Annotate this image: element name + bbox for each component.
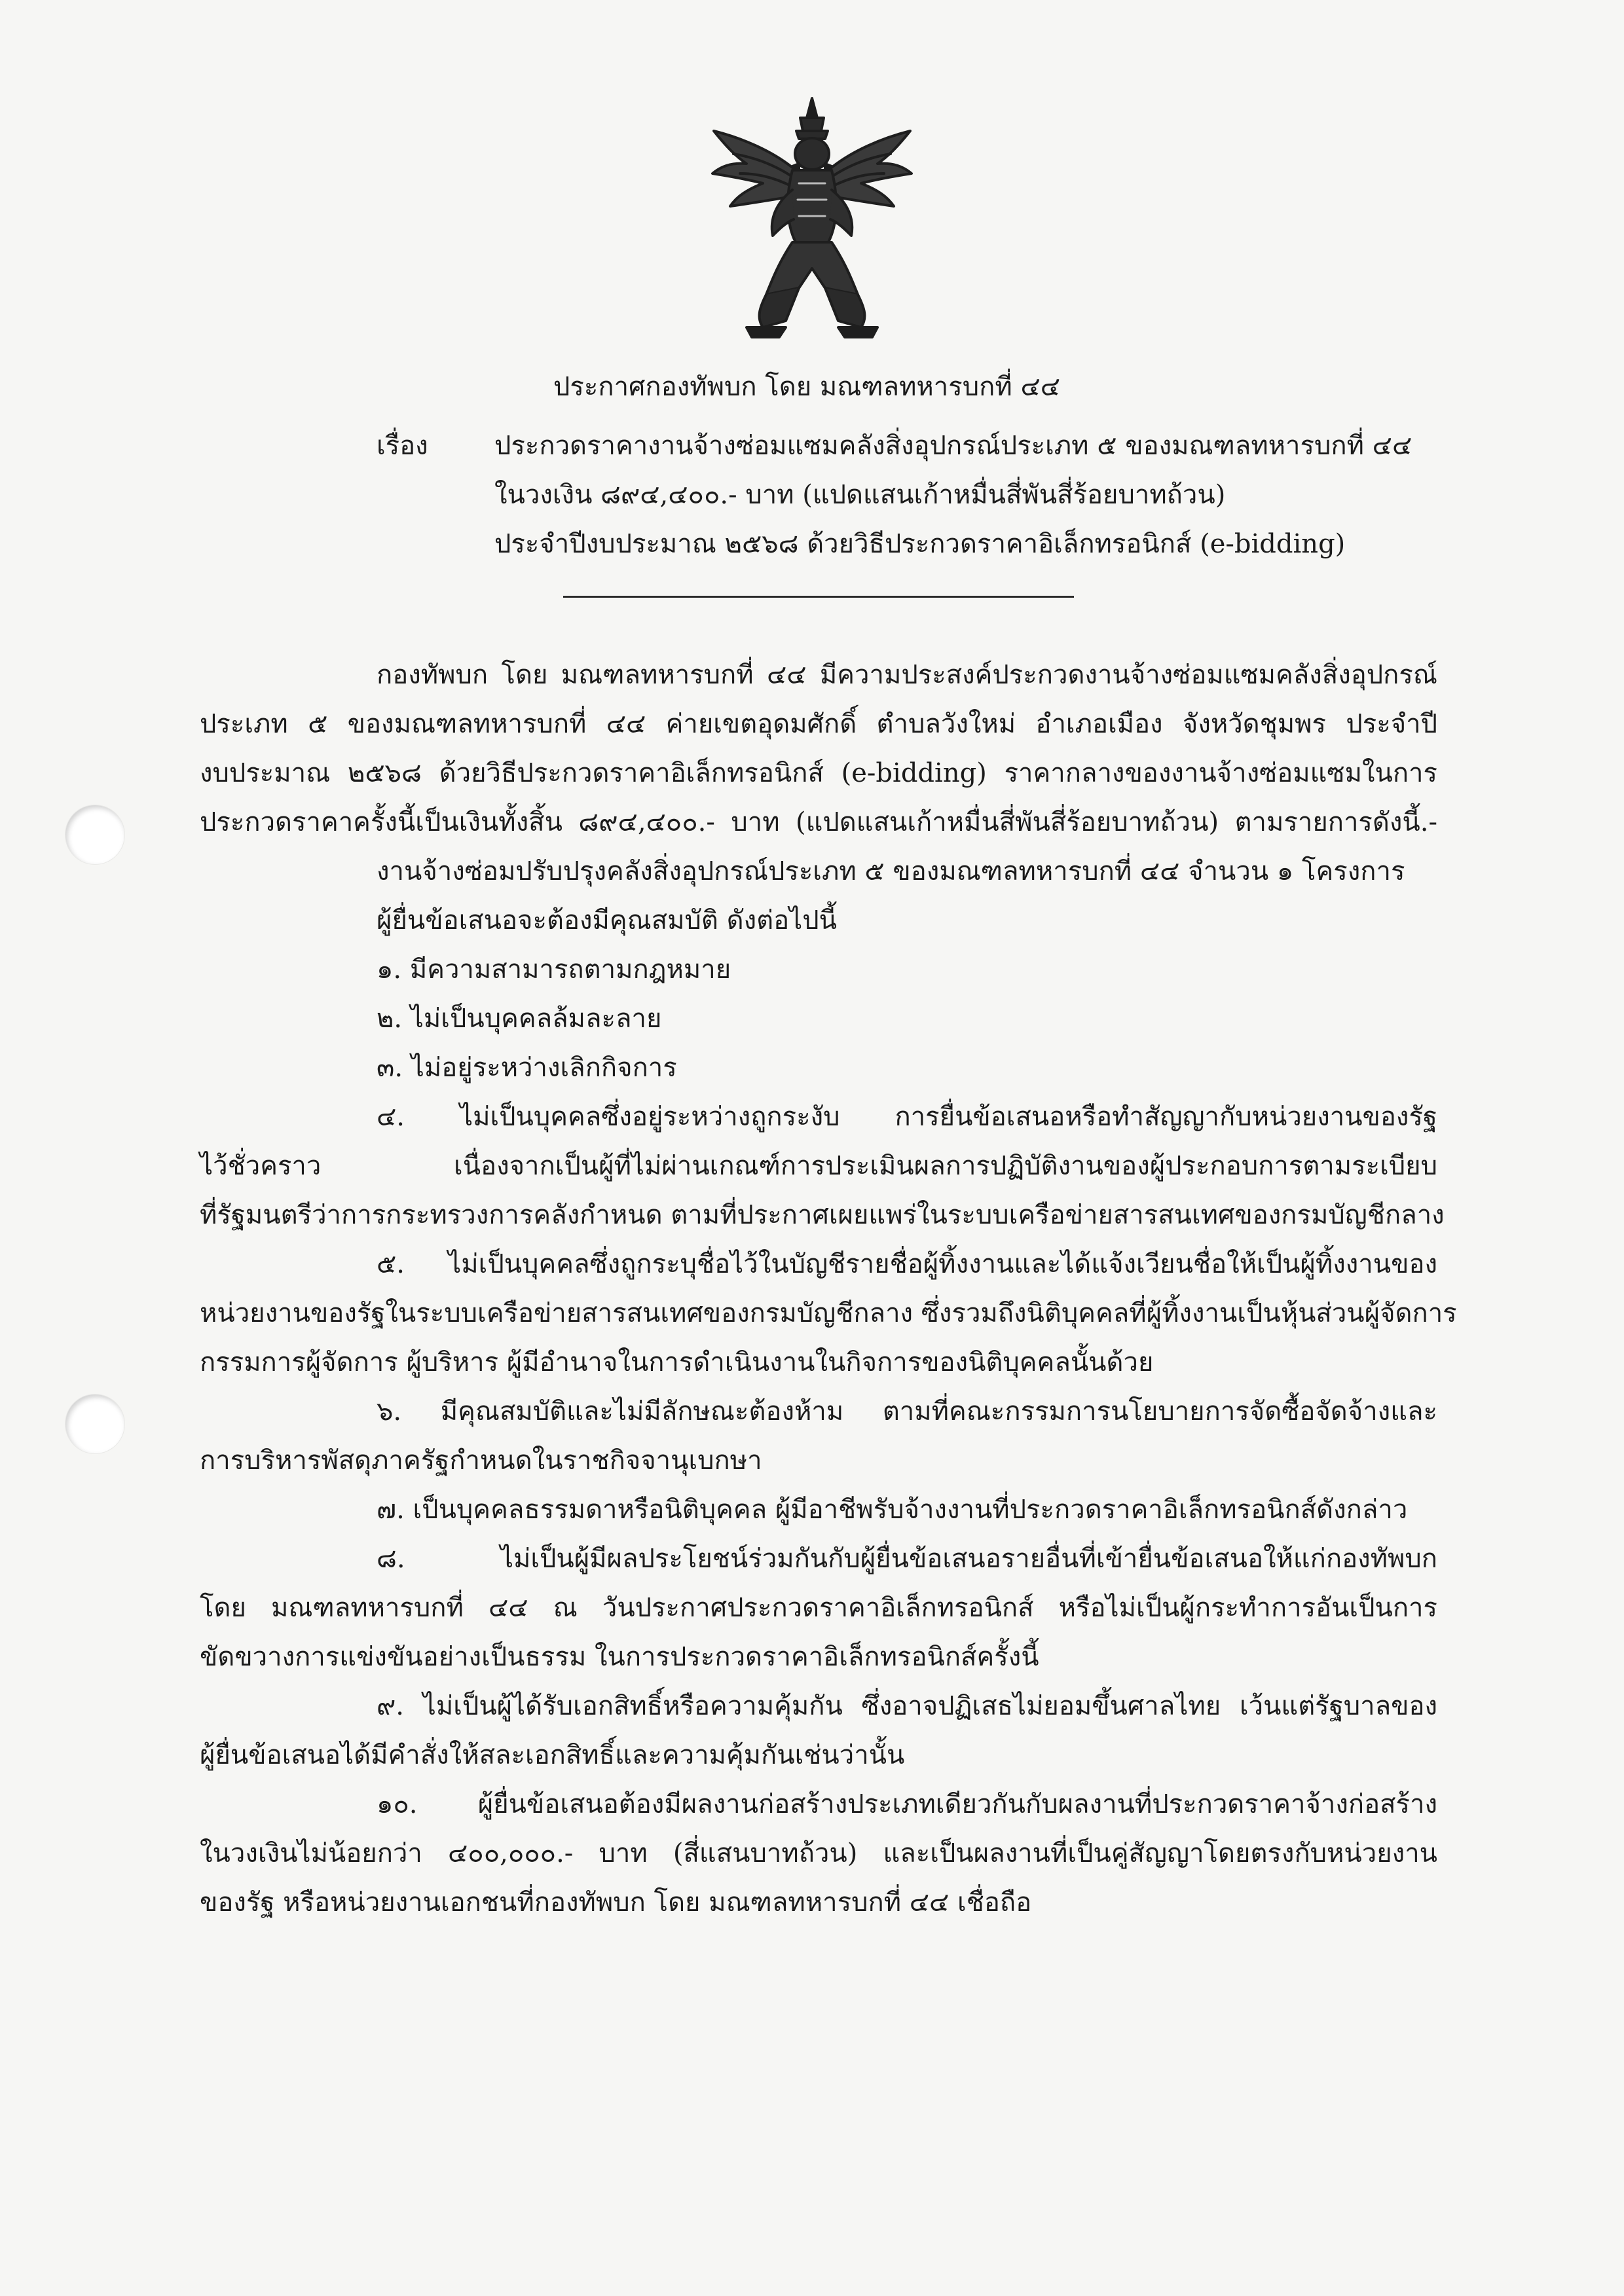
body-line: ไว้ชั่วคราว เนื่องจากเป็นผู้ที่ไม่ผ่านเกณฑ์การประเมินผลการปฏิบัติงานของผู้ประกอบการตามระเบียบ: [200, 1151, 1437, 1181]
punch-hole: [65, 805, 124, 864]
body-line: ขัดขวางการแข่งขันอย่างเป็นธรรม ในการประกวดราคาอิเล็กทรอนิกส์ครั้งนี้: [200, 1642, 1039, 1672]
garuda-emblem-icon: [701, 92, 923, 340]
body-line: งานจ้างซ่อมปรับปรุงคลังสิ่งอุปกรณ์ประเภท ๕ ของมณฑลทหารบกที่ ๔๔ จำนวน ๑ โครงการ: [377, 856, 1405, 886]
body-line: งบประมาณ ๒๕๖๘ ด้วยวิธีประกวดราคาอิเล็กทรอนิกส์ (e-bidding) ราคากลางของงานจ้างซ่อมแซมในการ: [200, 758, 1437, 788]
body-line: ๖. มีคุณสมบัติและไม่มีลักษณะต้องห้าม ตามที่คณะกรรมการนโยบายการจัดซื้อจัดจ้างและ: [377, 1396, 1437, 1427]
body-line: ประกวดราคาครั้งนี้เป็นเงินทั้งสิ้น ๘๙๔,๔๐๐.- บาท (แปดแสนเก้าหมื่นสี่พันสี่ร้อยบาทถ้วน) ตามรายการดังนี้.-: [200, 807, 1437, 837]
body-line: ๗. เป็นบุคคลธรรมดาหรือนิติบุคคล ผู้มีอาชีพรับจ้างงานที่ประกวดราคาอิเล็กทรอนิกส์ดังกล่าว: [377, 1495, 1408, 1525]
body-line: กองทัพบก โดย มณฑลทหารบกที่ ๔๔ มีความประสงค์ประกวดงานจ้างซ่อมแซมคลังสิ่งอุปกรณ์: [377, 660, 1437, 690]
body-line: ๘. ไม่เป็นผู้มีผลประโยชน์ร่วมกันกับผู้ยื่นข้อเสนอรายอื่นที่เข้ายื่นข้อเสนอให้แก่กองทัพบก: [377, 1544, 1437, 1574]
body-line: ๔. ไม่เป็นบุคคลซึ่งอยู่ระหว่างถูกระงับ การยื่นข้อเสนอหรือทำสัญญากับหน่วยงานของรัฐ: [377, 1102, 1437, 1132]
punch-hole: [65, 1394, 124, 1453]
announcement-title: ประกาศกองทัพบก โดย มณฑลทหารบกที่ ๔๔: [553, 372, 1060, 402]
body-line: ๒. ไม่เป็นบุคคลล้มละลาย: [377, 1004, 662, 1034]
body-line: ของรัฐ หรือหน่วยงานเอกชนที่กองทัพบก โดย มณฑลทหารบกที่ ๔๔ เชื่อถือ: [200, 1887, 1032, 1918]
body-line: ๕. ไม่เป็นบุคคลซึ่งถูกระบุชื่อไว้ในบัญชีรายชื่อผู้ทิ้งงานและได้แจ้งเวียนชื่อให้เป็นผู้ทิ้งงานของ: [377, 1249, 1437, 1279]
body-line: การบริหารพัสดุภาครัฐกำหนดในราชกิจจานุเบกษา: [200, 1446, 762, 1476]
body-line: กรรมการผู้จัดการ ผู้บริหาร ผู้มีอำนาจในการดำเนินงานในกิจการของนิติบุคคลนั้นด้วย: [200, 1347, 1154, 1377]
body-line: ที่รัฐมนตรีว่าการกระทรวงการคลังกำหนด ตามที่ประกาศเผยแพร่ในระบบเครือข่ายสารสนเทศของกรมบัญชีกลาง: [200, 1200, 1445, 1230]
body-line: ๑. มีความสามารถตามกฎหมาย: [377, 955, 731, 985]
body-line: ๙. ไม่เป็นผู้ได้รับเอกสิทธิ์หรือความคุ้มกัน ซึ่งอาจปฏิเสธไม่ยอมขึ้นศาลไทย เว้นแต่รัฐบาลของ: [377, 1691, 1437, 1721]
subject-line: ในวงเงิน ๘๙๔,๔๐๐.- บาท (แปดแสนเก้าหมื่นสี่พันสี่ร้อยบาทถ้วน): [494, 480, 1226, 510]
body-line: ๑๐. ผู้ยื่นข้อเสนอต้องมีผลงานก่อสร้างประเภทเดียวกันกับผลงานที่ประกวดราคาจ้างก่อสร้าง: [377, 1789, 1437, 1819]
body-line: หน่วยงานของรัฐในระบบเครือข่ายสารสนเทศของกรมบัญชีกลาง ซึ่งรวมถึงนิติบุคคลที่ผู้ทิ้งงานเป็นหุ้นส่วนผู้จัดการ: [200, 1298, 1457, 1328]
subject-line: ประกวดราคางานจ้างซ่อมแซมคลังสิ่งอุปกรณ์ประเภท ๕ ของมณฑลทหารบกที่ ๔๔: [494, 431, 1412, 461]
body-line: ประเภท ๕ ของมณฑลทหารบกที่ ๔๔ ค่ายเขตอุดมศักดิ์ ตำบลวังใหม่ อำเภอเมือง จังหวัดชุมพร ประจำปี: [200, 709, 1437, 739]
body-line: ผู้ยื่นข้อเสนอได้มีคำสั่งให้สละเอกสิทธิ์และความคุ้มกันเช่นว่านั้น: [200, 1740, 905, 1770]
title-divider: [563, 596, 1074, 598]
body-line: ในวงเงินไม่น้อยกว่า ๔๐๐,๐๐๐.- บาท (สี่แสนบาทถ้วน) และเป็นผลงานที่เป็นคู่สัญญาโดยตรงกับหน่วยงาน: [200, 1838, 1437, 1868]
subject-line: ประจำปีงบประมาณ ๒๕๖๘ ด้วยวิธีประกวดราคาอิเล็กทรอนิกส์ (e-bidding): [494, 529, 1346, 559]
body-line: ผู้ยื่นข้อเสนอจะต้องมีคุณสมบัติ ดังต่อไปนี้: [377, 905, 837, 936]
subject-label: เรื่อง: [377, 431, 428, 461]
body-line: โดย มณฑลทหารบกที่ ๔๔ ณ วันประกาศประกวดราคาอิเล็กทรอนิกส์ หรือไม่เป็นผู้กระทำการอันเป็นการ: [200, 1593, 1437, 1623]
body-line: ๓. ไม่อยู่ระหว่างเลิกกิจการ: [377, 1053, 677, 1083]
